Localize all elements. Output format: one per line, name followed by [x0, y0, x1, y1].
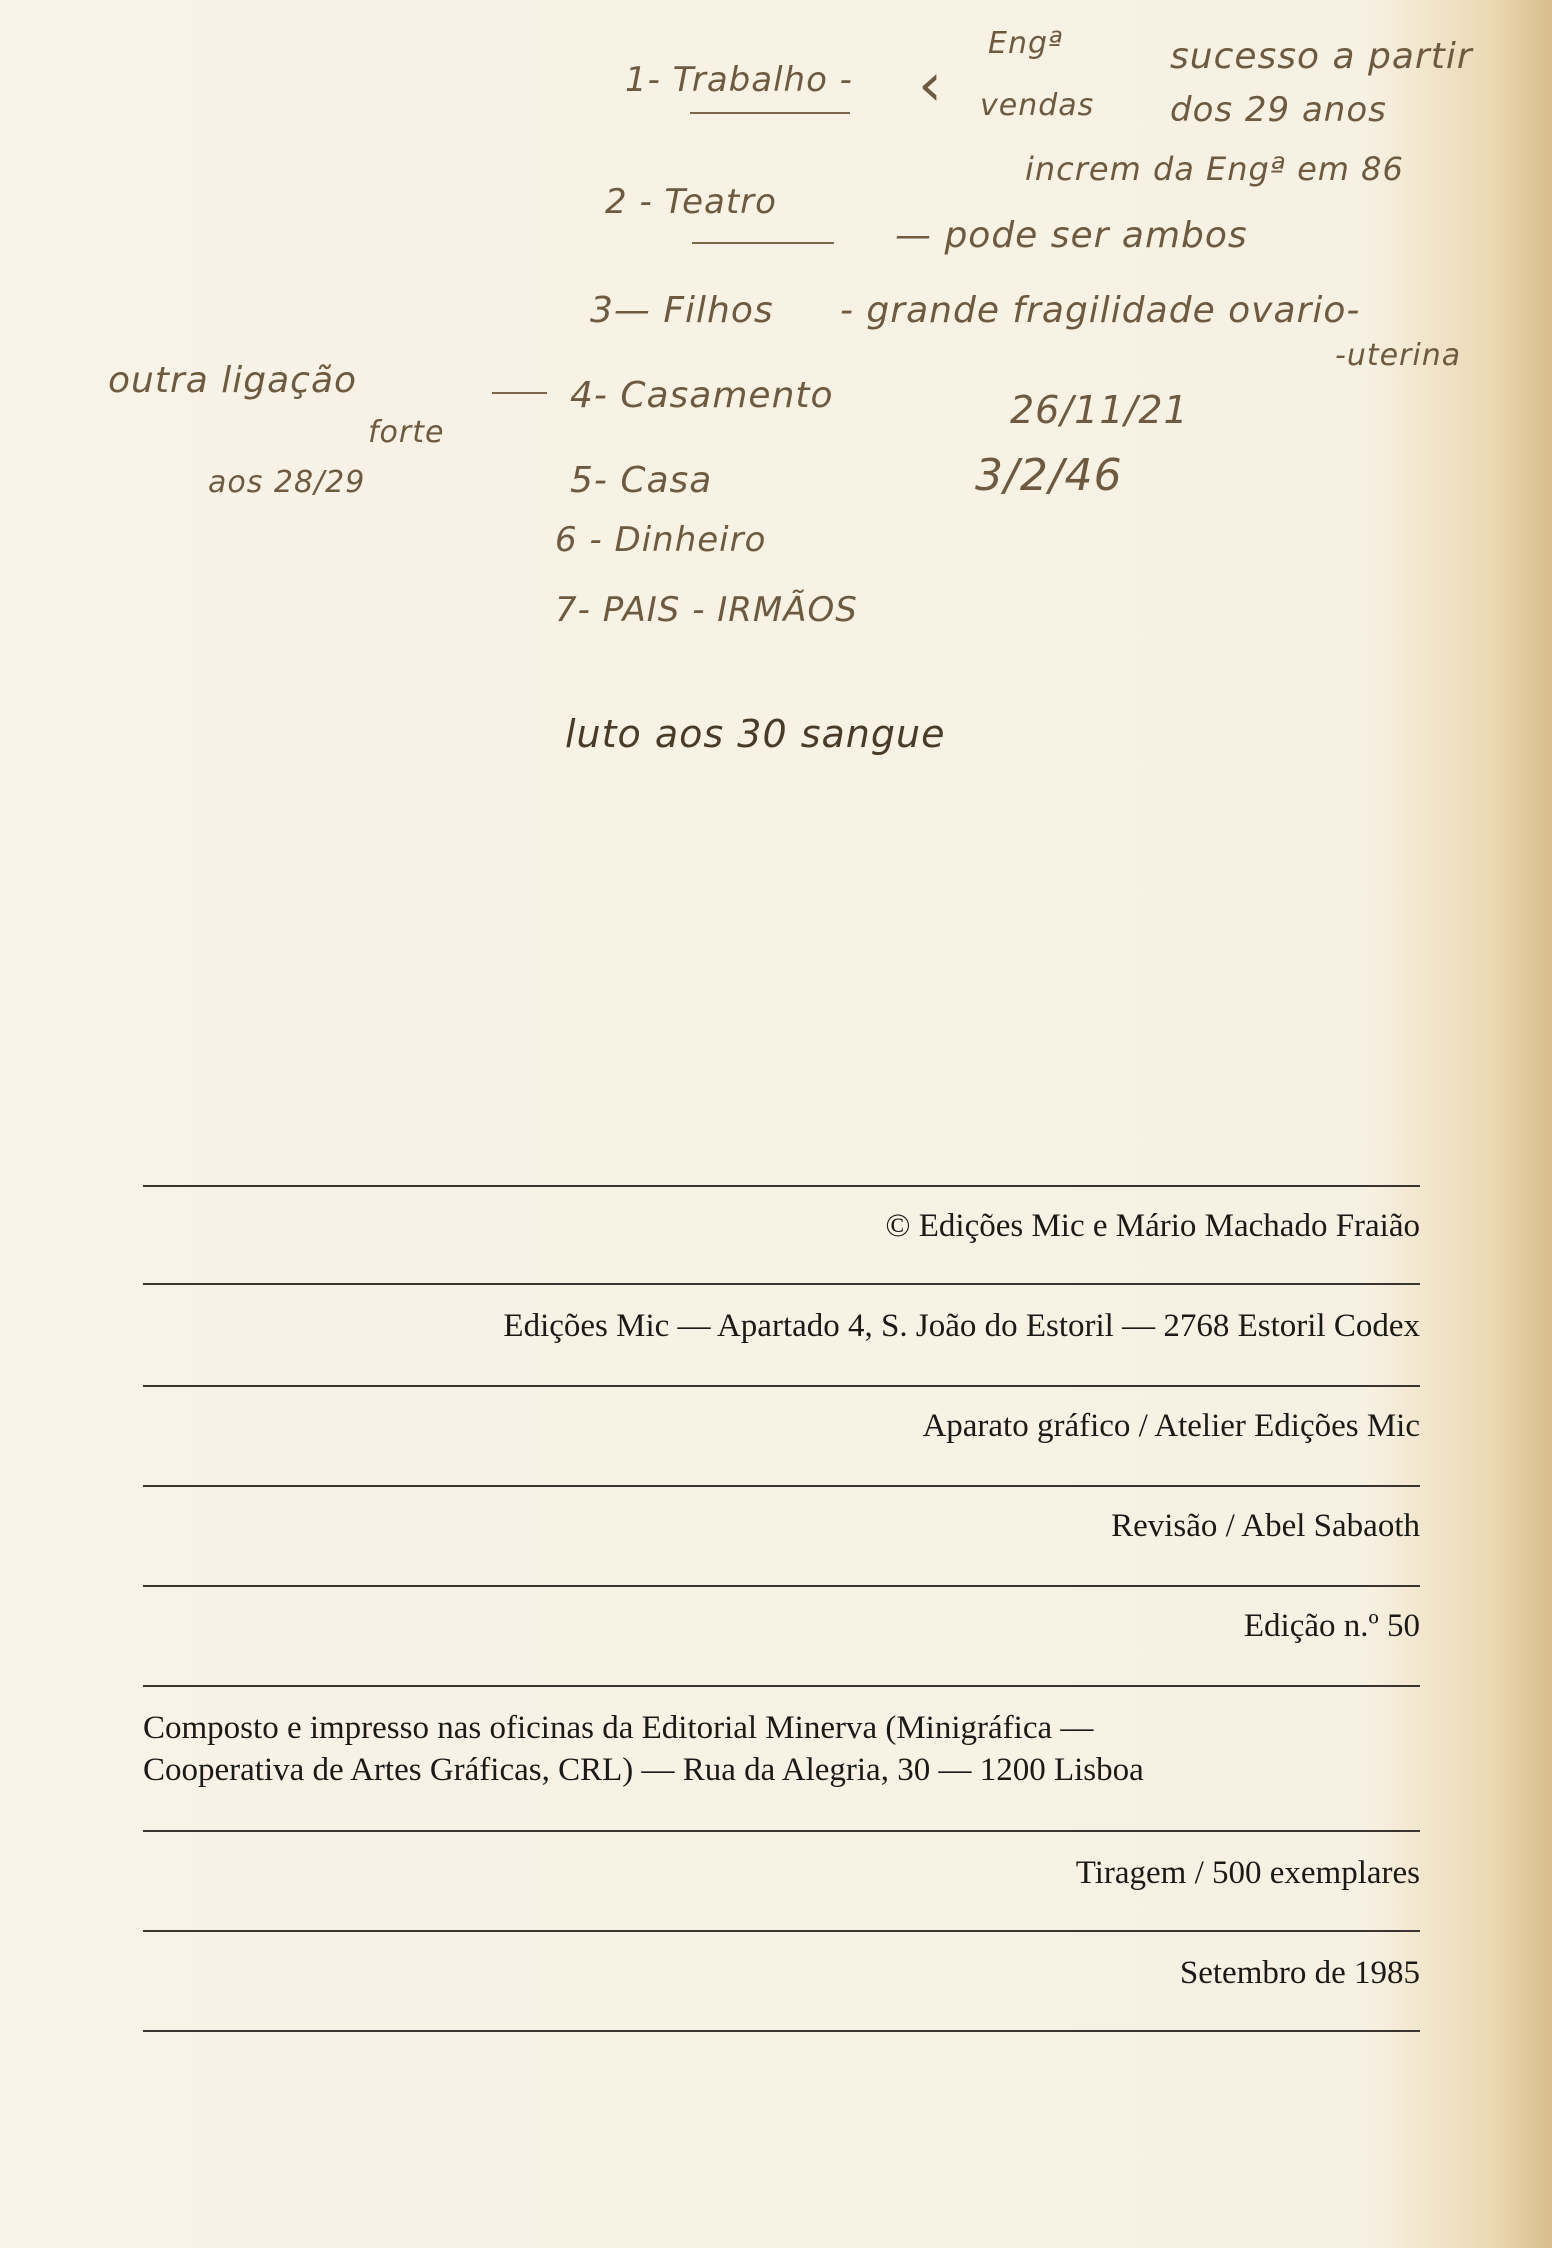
colophon-revision: Revisão / Abel Sabaoth: [1111, 1508, 1420, 1544]
colophon-rule-4: [143, 1485, 1420, 1487]
note-brace: ‹: [918, 50, 942, 120]
colophon-rule-2: [143, 1283, 1420, 1285]
note-item-1-underline: [690, 112, 850, 114]
note-item-4-label: 4- Casamento: [570, 375, 834, 416]
colophon-rule-1: [143, 1185, 1420, 1187]
side-note-line-2: forte: [368, 415, 445, 450]
side-note-connector: [492, 392, 547, 394]
note-item-5-date: 3/2/46: [975, 450, 1123, 501]
note-item-1-bottom-note: dos 29 anos: [1170, 90, 1387, 130]
note-item-3-note2: -uterina: [1335, 338, 1462, 373]
colophon-rule-6: [143, 1685, 1420, 1687]
note-item-1-top-note: sucesso a partir: [1170, 36, 1473, 77]
note-item-1-note3: increm da Engª em 86: [1025, 150, 1404, 188]
colophon-copyright: © Edições Mic e Mário Machado Fraião: [885, 1208, 1420, 1244]
note-item-6-label: 6 - Dinheiro: [555, 520, 767, 560]
colophon-rule-3: [143, 1385, 1420, 1387]
colophon-edition: Edição n.º 50: [1243, 1608, 1420, 1644]
colophon-printing-line-2: Cooperativa de Artes Gráficas, CRL) — Rua da Alegria, 30 — 1200 Lisboa: [143, 1752, 1144, 1788]
note-item-7-label: 7- PAIS - IRMÃOS: [555, 590, 858, 630]
note-item-3-label: 3— Filhos: [590, 290, 774, 331]
colophon-rule-5: [143, 1585, 1420, 1587]
colophon-graphics: Aparato gráfico / Atelier Edições Mic: [922, 1408, 1420, 1444]
colophon-publisher: Edições Mic — Apartado 4, S. João do Estoril — 2768 Estoril Codex: [503, 1308, 1420, 1344]
note-item-1-bottom: vendas: [980, 88, 1095, 123]
colophon-print-run: Tiragem / 500 exemplares: [1075, 1855, 1420, 1891]
colophon-printing-line-1: Composto e impresso nas oficinas da Editorial Minerva (Minigráfica —: [143, 1710, 1094, 1746]
side-note-line-1: outra ligação: [108, 360, 358, 401]
note-item-5-label: 5- Casa: [570, 460, 713, 501]
note-item-1-top: Engª: [988, 26, 1064, 61]
side-note-line-3: aos 28/29: [208, 465, 366, 500]
note-item-8-label: luto aos 30 sangue: [565, 712, 946, 756]
note-item-2-note: — pode ser ambos: [895, 215, 1248, 256]
colophon-rule-8: [143, 1930, 1420, 1932]
note-item-2-underline: [692, 242, 834, 244]
note-item-3-note: - grande fragilidade ovario-: [840, 290, 1361, 331]
note-item-4-date: 26/11/21: [1010, 388, 1189, 432]
note-item-2-label: 2 - Teatro: [605, 182, 777, 222]
colophon-rule-7: [143, 1830, 1420, 1832]
note-item-1-label: 1- Trabalho -: [625, 60, 853, 100]
colophon-rule-9: [143, 2030, 1420, 2032]
colophon-date: Setembro de 1985: [1179, 1955, 1420, 1991]
